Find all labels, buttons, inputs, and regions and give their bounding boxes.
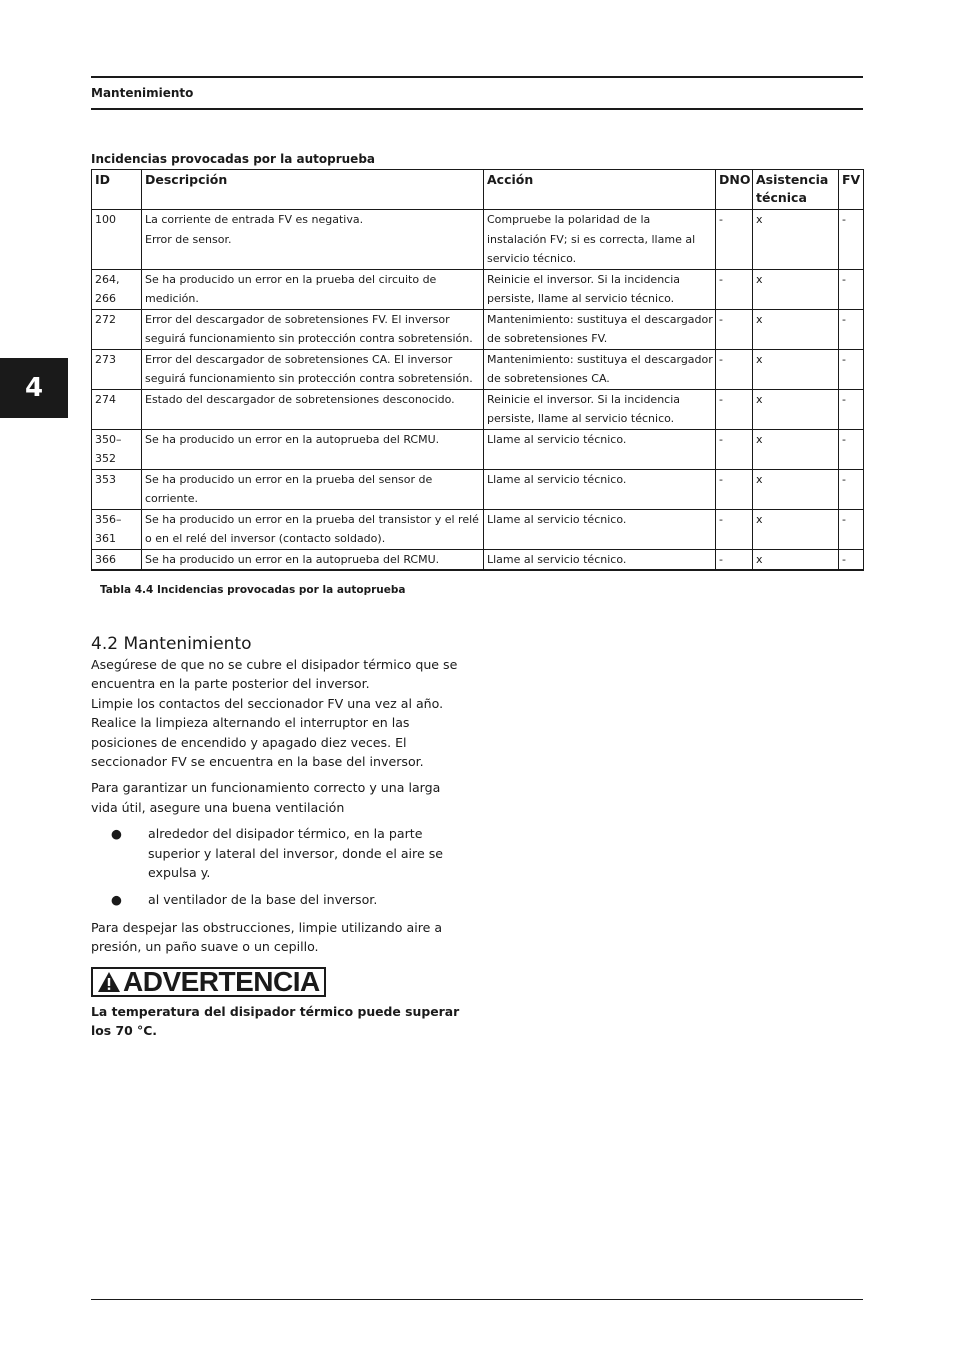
cell-dno: -	[716, 509, 753, 549]
cell-fv: -	[839, 309, 864, 349]
cell-descripcion: Se ha producido un error en la autoprueba del RCMU.	[142, 549, 484, 570]
cell-dno: -	[716, 389, 753, 429]
cell-dno: -	[716, 549, 753, 570]
section-heading: 4.2 Mantenimiento	[91, 634, 252, 655]
cell-dno: -	[716, 349, 753, 389]
cell-accion: Compruebe la polaridad de la instalación FV; si es correcta, llame al servicio técnico.	[484, 210, 716, 270]
table-row	[92, 269, 864, 309]
cell-fv: -	[839, 210, 864, 270]
bullet-icon: ●	[111, 892, 122, 908]
cell-id: 274	[92, 389, 142, 429]
cell-dno: -	[716, 269, 753, 309]
warning-triangle-icon	[97, 971, 121, 993]
cell-descripcion: Se ha producido un error en la autoprueba del RCMU.	[142, 429, 484, 469]
cell-fv: -	[839, 269, 864, 309]
cell-asistencia: x	[753, 509, 839, 549]
header-rule-top	[91, 76, 863, 78]
cell-descripcion: Se ha producido un error en la prueba del sensor de corriente.	[142, 469, 484, 509]
paragraph: Para garantizar un funcionamiento correcto y una larga vida útil, asegure una buena ventilación	[91, 780, 441, 815]
section-body	[91, 655, 461, 1048]
list-item-text: alrededor del disipador térmico, en la parte superior y lateral del inversor, donde el aire se expulsa y.	[148, 826, 444, 881]
cell-asistencia: x	[753, 349, 839, 389]
cell-id: 272	[92, 309, 142, 349]
cell-descripcion: Error del descargador de sobretensiones FV. El inversor seguirá funcionamiento sin protección contra sobretensión.	[142, 309, 484, 349]
list-item	[91, 890, 461, 909]
cell-accion: Mantenimiento: sustituya el descargador de sobretensiones CA.	[484, 349, 716, 389]
table-row	[92, 210, 864, 270]
cell-asistencia: x	[753, 309, 839, 349]
cell-id: 366	[92, 549, 142, 570]
cell-accion: Llame al servicio técnico.	[484, 549, 716, 570]
column-header-id: ID	[92, 170, 142, 210]
cell-asistencia: x	[753, 429, 839, 469]
table-row	[92, 549, 864, 570]
cell-accion: Llame al servicio técnico.	[484, 469, 716, 509]
cell-fv: -	[839, 429, 864, 469]
cell-asistencia: x	[753, 269, 839, 309]
paragraph: Asegúrese de que no se cubre el disipador térmico que se encuentra en la parte posterior del inversor. Limpie los contactos del seccionador FV una vez al año. Realice la limpieza alternando el interruptor en las posiciones de encendido y apagado diez veces. El seccionador FV se encuentra en la base del inversor.	[91, 657, 458, 770]
table-row	[92, 509, 864, 549]
list-item-text: al ventilador de la base del inversor.	[148, 892, 378, 908]
running-header: Mantenimiento	[91, 86, 194, 100]
cell-id: 264, 266	[92, 269, 142, 309]
cell-id: 273	[92, 349, 142, 389]
table-row	[92, 389, 864, 429]
cell-asistencia: x	[753, 549, 839, 570]
cell-fv: -	[839, 469, 864, 509]
cell-accion: Reinicie el inversor. Si la incidencia persiste, llame al servicio técnico.	[484, 269, 716, 309]
column-header-dno: DNO	[716, 170, 753, 210]
paragraph: Para despejar las obstrucciones, limpie utilizando aire a presión, un paño suave o un cepillo.	[91, 919, 443, 955]
bullet-icon: ●	[111, 826, 122, 842]
table-header-row	[92, 170, 864, 210]
cell-accion: Mantenimiento: sustituya el descargador de sobretensiones FV.	[484, 309, 716, 349]
cell-id: 353	[92, 469, 142, 509]
cell-fv: -	[839, 509, 864, 549]
cell-descripcion: Se ha producido un error en la prueba del circuito de medición.	[142, 269, 484, 309]
warning-text: La temperatura del disipador térmico puede superar los 70 °C.	[91, 1003, 460, 1039]
cell-descripcion: Error del descargador de sobretensiones CA. El inversor seguirá funcionamiento sin protección contra sobretensión.	[142, 349, 484, 389]
cell-accion: Llame al servicio técnico.	[484, 509, 716, 549]
cell-id: 356– 361	[92, 509, 142, 549]
cell-id: 350– 352	[92, 429, 142, 469]
column-header-descripcion: Descripción	[142, 170, 484, 210]
list-item	[91, 824, 461, 882]
cell-accion: Reinicie el inversor. Si la incidencia persiste, llame al servicio técnico.	[484, 389, 716, 429]
table-row	[92, 469, 864, 509]
cell-descripcion: Estado del descargador de sobretensiones desconocido.	[142, 389, 484, 429]
table-row	[92, 309, 864, 349]
table-title: Incidencias provocadas por la autoprueba	[91, 152, 376, 166]
bullet-list	[91, 824, 461, 910]
chapter-tab: 4	[0, 358, 68, 418]
table-caption: Tabla 4.4 Incidencias provocadas por la autoprueba	[100, 584, 406, 596]
cell-dno: -	[716, 309, 753, 349]
footer-rule	[91, 1299, 863, 1300]
cell-asistencia: x	[753, 389, 839, 429]
column-header-accion: Acción	[484, 170, 716, 210]
header-rule-bottom	[91, 108, 863, 110]
cell-dno: -	[716, 210, 753, 270]
incidents-table	[91, 169, 864, 571]
cell-descripcion: La corriente de entrada FV es negativa. Error de sensor.	[142, 210, 484, 270]
column-header-asistencia: Asistencia técnica	[753, 170, 839, 210]
cell-descripcion: Se ha producido un error en la prueba del transistor y el relé o en el relé del inversor (contacto soldado).	[142, 509, 484, 549]
cell-dno: -	[716, 429, 753, 469]
warning-banner	[91, 967, 326, 997]
table-row	[92, 429, 864, 469]
cell-asistencia: x	[753, 210, 839, 270]
column-header-fv: FV	[839, 170, 864, 210]
table-row	[92, 349, 864, 389]
cell-id: 100	[92, 210, 142, 270]
warning-label: ADVERTENCIA	[123, 965, 320, 997]
cell-fv: -	[839, 389, 864, 429]
cell-dno: -	[716, 469, 753, 509]
cell-fv: -	[839, 349, 864, 389]
cell-asistencia: x	[753, 469, 839, 509]
cell-fv: -	[839, 549, 864, 570]
cell-accion: Llame al servicio técnico.	[484, 429, 716, 469]
